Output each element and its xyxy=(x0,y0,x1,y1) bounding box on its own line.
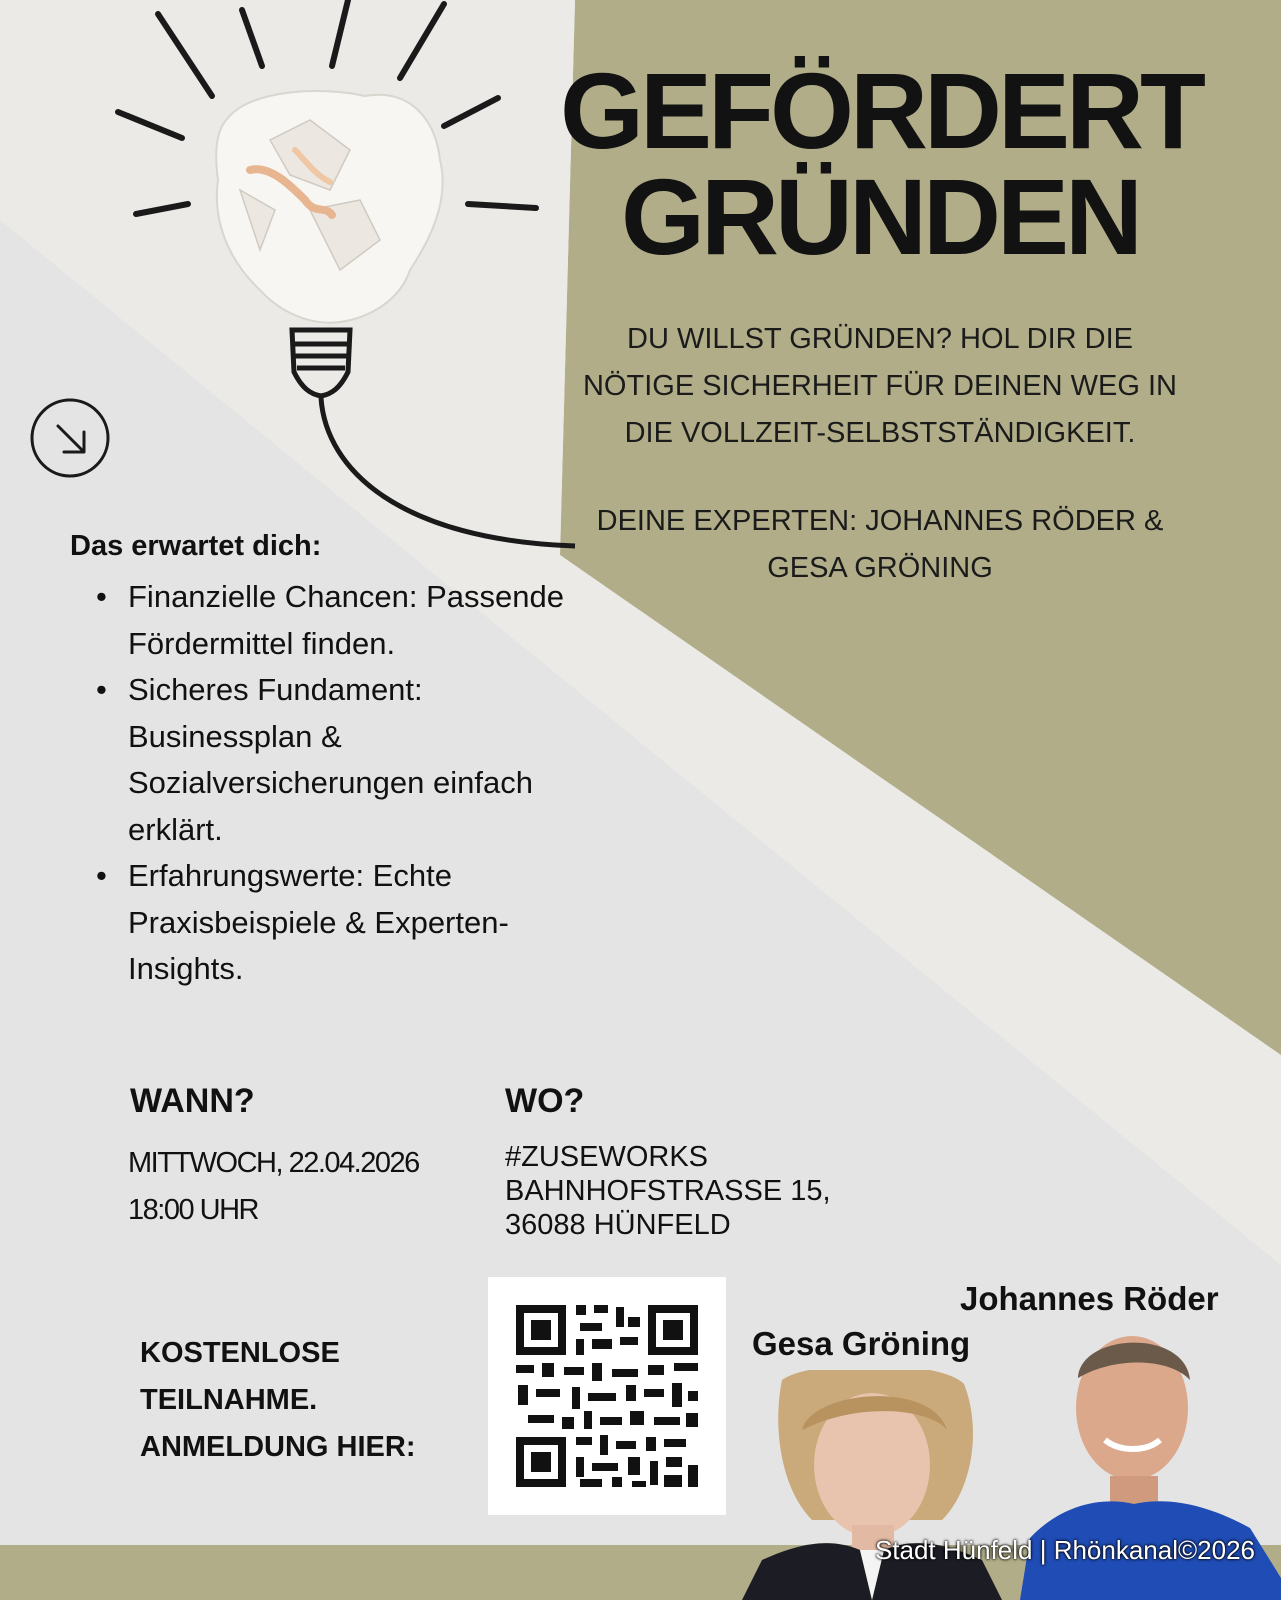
list-item: • Erfahrungswerte: Echte Praxisbeispiele & Experten-Insights. xyxy=(96,853,566,993)
crumpled-paper-lightbulb-icon xyxy=(100,0,580,560)
expect-list xyxy=(96,574,566,993)
registration-cta: KOSTENLOSE TEILNAHME. ANMELDUNG HIER: xyxy=(140,1337,416,1463)
headline-line2: GRÜNDEN xyxy=(620,156,1139,277)
speaker-name-gesa: Gesa Gröning xyxy=(752,1325,971,1362)
headline xyxy=(560,50,1203,277)
list-item: • Finanzielle Chancen: Passende Fördermittel finden. xyxy=(96,574,566,667)
qr-code-icon xyxy=(488,1277,726,1515)
where-value: #ZUSEWORKS BAHNHOFSTRASSE 15, 36088 HÜNFELD xyxy=(505,1141,831,1241)
registration-qr-code[interactable] xyxy=(488,1277,726,1515)
when-heading: WANN? xyxy=(130,1082,255,1120)
headline-line1: GEFÖRDERT xyxy=(560,50,1203,171)
list-item: • Sicheres Fundament: Businessplan & Sozialversicherungen einfach erklärt. xyxy=(96,667,566,853)
intro-text: DU WILLST GRÜNDEN? HOL DIR DIE NÖTIGE SICHERHEIT FÜR DEINEN WEG IN DIE VOLLZEIT-SELBSTSTÄNDIGKEIT. xyxy=(582,323,1177,449)
arrow-down-right-circle-icon xyxy=(28,396,112,480)
when-value: MITTWOCH, 22.04.2026 18:00 UHR xyxy=(128,1147,419,1226)
speaker-name-johannes: Johannes Röder xyxy=(960,1280,1219,1317)
expect-heading: Das erwartet dich: xyxy=(70,530,322,562)
experts-text: DEINE EXPERTEN: JOHANNES RÖDER & GESA GRÖNING xyxy=(596,505,1164,584)
where-heading: WO? xyxy=(505,1082,585,1120)
photo-credit: Stadt Hünfeld | Rhönkanal©2026 xyxy=(874,1535,1255,1565)
